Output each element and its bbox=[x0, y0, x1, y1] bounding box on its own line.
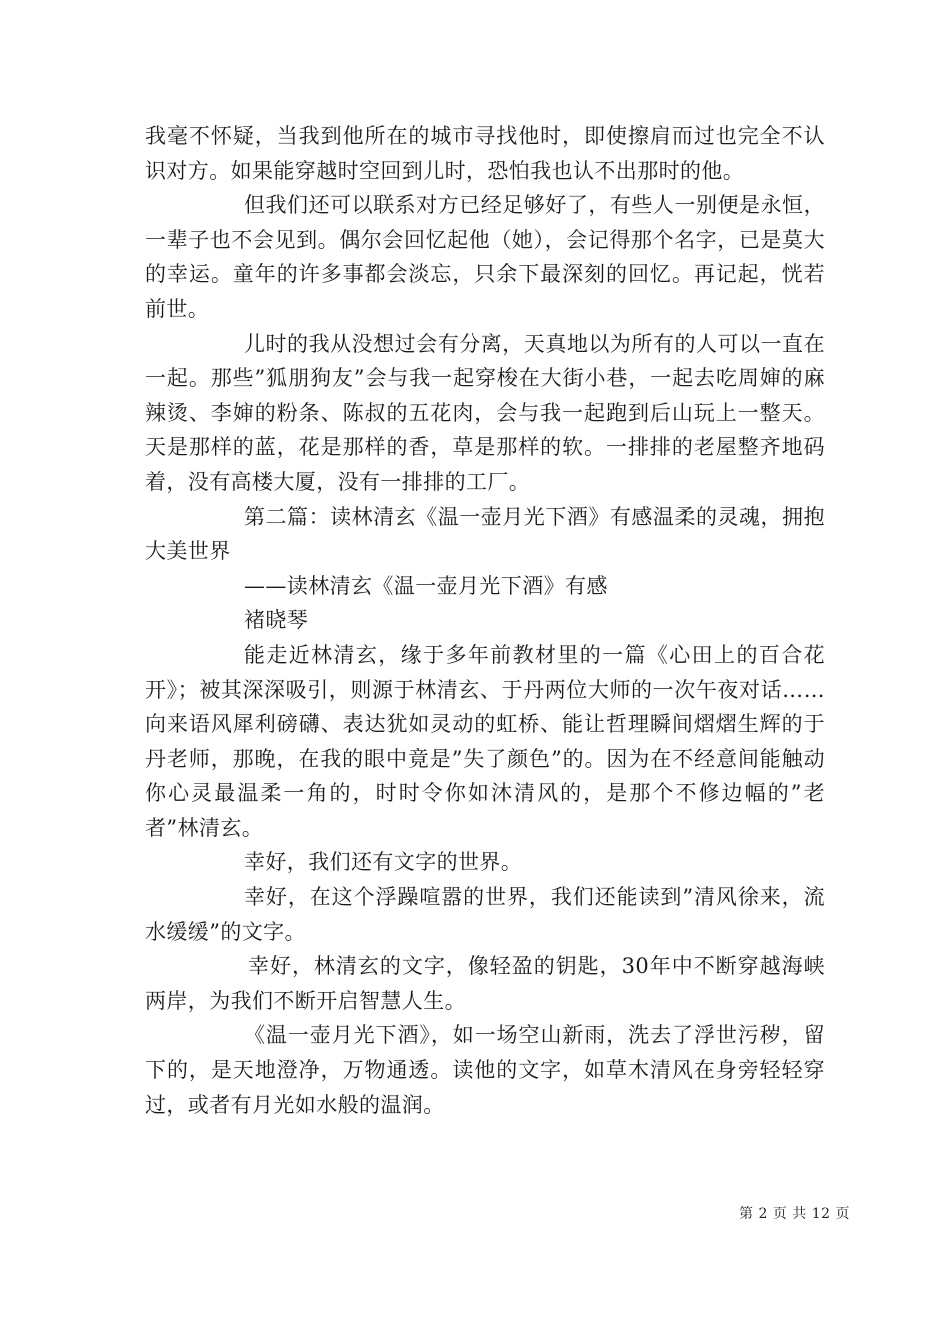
author-name: 褚晓琴 bbox=[244, 608, 309, 633]
paragraph-fortunately-2: 幸好，在这个浮躁喧嚣的世界，我们还能读到”清风徐来，流水缓缓”的文字。 bbox=[145, 885, 825, 944]
paragraph-fortunately-3: 幸好，林清玄的文字，像轻盈的钥匙，30年中不断穿越海峡两岸，为我们不断开启智慧人生。 bbox=[145, 954, 825, 1013]
subtitle: ——读林清玄《温一壶月光下酒》有感 bbox=[244, 573, 608, 598]
page-number: 第 2 页 共 12 页 bbox=[739, 1206, 850, 1222]
section-heading: 第二篇：读林清玄《温一壶月光下酒》有感温柔的灵魂，拥抱大美世界 bbox=[145, 504, 825, 564]
paragraph-introduction: 能走近林清玄，缘于多年前教材里的一篇《心田上的百合花开》；被其深深吸引，则源于林清玄、于丹两位大师的一次午夜对话……向来语风犀利磅礴、表达犹如灵动的虹桥、能让哲理瞬间熠熠生辉的于丹老师，那晚，在我的眼中竟是”失了颜色”的。因为在不经意间能触动你心灵最温柔一角的，时时令你如沐清风的，是那个不修边幅的”老者”林清玄。 bbox=[145, 642, 825, 840]
paragraph-childhood: 儿时的我从没想过会有分离，天真地以为所有的人可以一直在一起。那些”狐朋狗友”会与我一起穿梭在大街小巷，一起去吃周婶的麻辣烫、李婶的粉条、陈叔的五花肉，会与我一起跑到后山玩上一整天。天是那样的蓝，花是那样的香，草是那样的软。一排排的老屋整齐地码着，没有高楼大厦，没有一排排的工厂。 bbox=[145, 331, 825, 494]
document-body bbox=[145, 119, 825, 1122]
paragraph-fortunately-1: 幸好，我们还有文字的世界。 bbox=[244, 850, 523, 875]
paragraph-contact: 但我们还可以联系对方已经足够好了，有些人一别便是永恒，一辈子也不会见到。偶尔会回忆起他（她），会记得那个名字，已是莫大的幸运。童年的许多事都会淡忘，只余下最深刻的回忆。再记起，恍若前世。 bbox=[145, 193, 825, 321]
paragraph-moonlight-wine: 《温一壶月光下酒》，如一场空山新雨，洗去了浮世污秽，留下的，是天地澄净，万物通透。读他的文字，如草木清风在身旁轻轻穿过，或者有月光如水般的温润。 bbox=[145, 1023, 825, 1117]
paragraph-continuation: 我毫不怀疑，当我到他所在的城市寻找他时，即使擦肩而过也完全不认识对方。如果能穿越时空回到儿时，恐怕我也认不出那时的他。 bbox=[145, 124, 825, 183]
